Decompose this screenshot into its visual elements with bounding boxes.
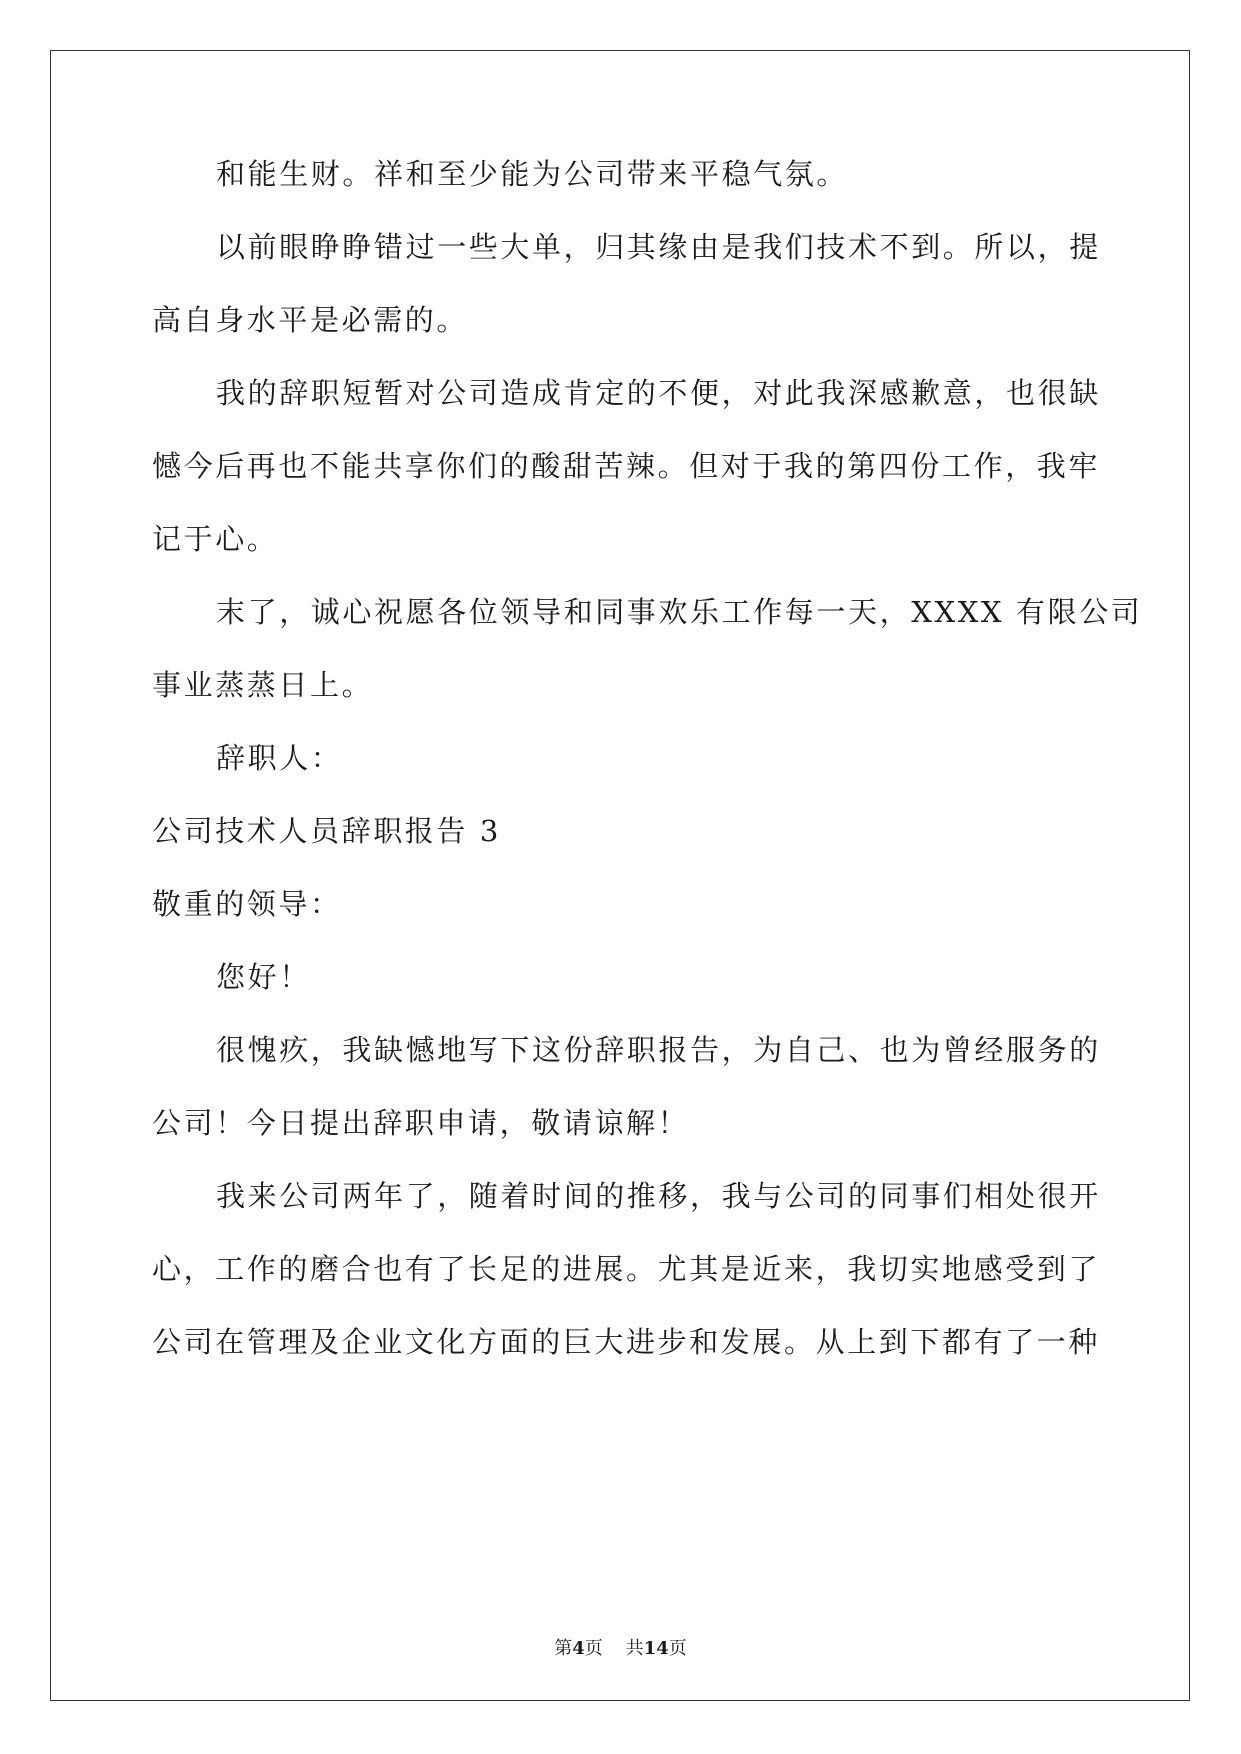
paragraph-line: 末了，诚心祝愿各位领导和同事欢乐工作每一天，XXXX 有限公司 [216,595,1143,629]
salutation: 敬重的领导： [152,887,342,921]
footer-page-unit: 页 [584,1638,603,1659]
paragraph-line: 我的辞职短暂对公司造成肯定的不便，对此我深感歉意，也很缺 [216,376,1101,410]
paragraph-line: 我来公司两年了，随着时间的推移，我与公司的同事们相处很开 [216,1179,1101,1213]
paragraph-line: 以前眼睁睁错过一些大单，归其缘由是我们技术不到。所以，提 [216,230,1101,264]
footer-total-prefix: 共 [625,1638,644,1659]
footer-page-number: 4 [572,1638,585,1659]
paragraph-line: 事业蒸蒸日上。 [152,668,374,702]
paragraph-line: 高自身水平是必需的。 [152,303,469,337]
footer-total-pages: 14 [643,1638,669,1659]
paragraph-line: 公司在管理及企业文化方面的巨大进步和发展。从上到下都有了一种 [152,1325,1101,1359]
footer-page-prefix: 第 [554,1638,573,1659]
page-border [50,50,1190,1701]
paragraph-line: 很愧疚，我缺憾地写下这份辞职报告，为自己、也为曾经服务的 [216,1033,1101,1067]
page-footer [0,1634,1241,1660]
paragraph-line: 心，工作的磨合也有了长足的进展。尤其是近来，我切实地感受到了 [152,1252,1101,1286]
section-title: 公司技术人员辞职报告 3 [152,814,501,848]
greeting: 您好！ [216,960,311,994]
paragraph-line: 公司！今日提出辞职申请，敬请谅解！ [152,1106,690,1140]
paragraph-line: 和能生财。祥和至少能为公司带来平稳气氛。 [216,157,849,191]
paragraph-line: 记于心。 [152,522,279,556]
paragraph-line: 憾今后再也不能共享你们的酸甜苦辣。但对于我的第四份工作，我牢 [152,449,1101,483]
signature-label: 辞职人： [216,741,343,775]
footer-total-unit: 页 [668,1638,687,1659]
